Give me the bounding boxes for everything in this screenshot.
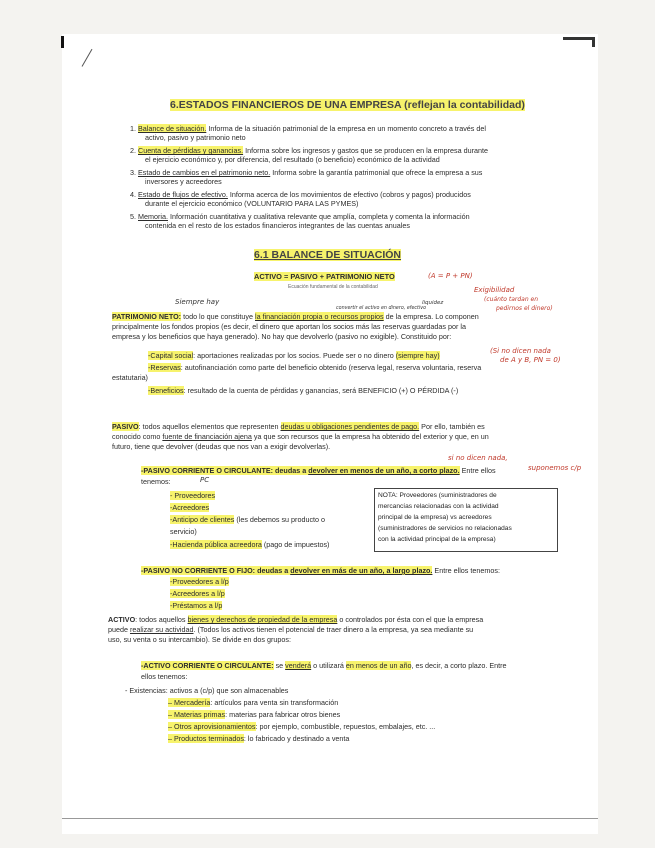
beneficios-item: -Beneficios: resultado de la cuenta de pérdidas y ganancias, será BENEFICIO (+) O PÉRDIDA (-) (148, 386, 459, 395)
reservas-item: -Reservas: autofinanciación como parte del beneficio obtenido (reserva legal, reserva voluntaria, reserva (148, 363, 482, 372)
handwritten-note: de A y B, PN = 0) (500, 356, 561, 364)
list-item-cont: inversores y acreedores (145, 177, 222, 186)
handwritten-note: liquidez (422, 300, 444, 306)
list-item: -Anticipo de clientes (les debemos su producto o (170, 515, 326, 524)
handwritten-note: suponemos c/p (528, 464, 582, 472)
page-bottom-border (62, 818, 598, 819)
list-item: -Préstamos a l/p (170, 601, 223, 610)
list-item-cont: el ejercicio económico y, por diferencia, del resultado (o beneficio) económico de la actividad (145, 155, 440, 164)
patrimonio-neto-line3: empresa y los beneficios que haya generado). No hay que devolverlo (pasivo no exigible). Constituido por: (112, 332, 452, 341)
activo-line2: puede realizar su actividad. (Todos los activos tienen el potencial de traer dinero a la empresa, ya sea mediante su (108, 625, 474, 634)
note-line: principal de la empresa) vs acreedores (378, 514, 492, 521)
pasivo-line2: conocido como fuente de financiación ajena ya que son recursos que la empresa ha obtenido del exterior y que, en un (112, 432, 489, 441)
list-item-cont: durante el ejercicio económico (VOLUNTARIO PARA LAS PYMES) (145, 199, 359, 208)
activo-line3: uso, su venta o su intercambio). Se divide en dos grupos: (108, 635, 291, 644)
note-line: (suministradores de servicios no relacionadas (378, 525, 512, 532)
activo-line1: ACTIVO: todos aquellos bienes y derechos de propiedad de la empresa o controlados por ésta con el que la empresa (108, 615, 484, 624)
equation-caption: Ecuación fundamental de la contabilidad (288, 284, 378, 290)
page-title-text: 6.ESTADOS FINANCIEROS DE UNA EMPRESA (reflejan la contabilidad) (170, 99, 525, 111)
reservas-item-cont: estatutaria) (112, 373, 148, 382)
existencias-line: - Existencias: activos a (c/p) que son almacenables (125, 686, 289, 695)
list-item: 3. Estado de cambios en el patrimonio neto. Informa sobre la garantía patrimonial que ofrece la empresa a sus (130, 168, 483, 177)
handwritten-note: convertir el activo en dinero, efectivo (336, 306, 427, 311)
handwritten-note: (A = P + PN) (428, 272, 473, 280)
handwritten-note: (cuánto tardan en (484, 296, 539, 303)
capital-social-item: -Capital social: aportaciones realizadas por los socios. Puede ser o no dinero (siempre hay) (148, 351, 440, 360)
note-line: NOTA: Proveedores (suministradores de (378, 492, 497, 499)
handwritten-note: si no dicen nada, (448, 454, 508, 462)
list-item: -Hacienda pública acreedora (pago de impuestos) (170, 540, 330, 549)
list-item: 4. Estado de flujos de efectivo. Informa acerca de los movimientos de efectivo (cobros y pagos) producidos (130, 190, 471, 199)
pasivo-line1: PASIVO: todos aquellos elementos que representen deudas u obligaciones pendientes de pago. Por ello, también es (112, 422, 485, 431)
handwritten-note: Siempre hay (175, 298, 220, 306)
page-title (170, 101, 525, 110)
list-item: – Mercadería: artículos para venta sin transformación (168, 698, 339, 707)
list-item: -Acreedores (170, 503, 210, 512)
list-item: 5. Memoria. Información cuantitativa y cualitativa relevante que amplía, completa y comenta la información (130, 212, 470, 221)
handwritten-note: pedirnos el dinero) (496, 305, 553, 312)
handwritten-note: PC (200, 476, 210, 484)
list-item: – Otros aprovisionamientos: por ejemplo, combustible, repuestos, embalajes, etc. ... (168, 722, 436, 731)
note-line: con la actividad principal de la empresa) (378, 536, 496, 543)
list-item: -Acreedores a l/p (170, 589, 225, 598)
pasivo-no-corriente-heading: -PASIVO NO CORRIENTE O FIJO: deudas a devolver en más de un año, a largo plazo. Entre ellos tenemos: (141, 566, 500, 575)
handwritten-note: Exigibilidad (474, 286, 515, 294)
scan-corner-mark (592, 37, 595, 47)
pasivo-corriente-tenemos: tenemos: (141, 477, 171, 486)
patrimonio-neto-line2: principalmente los fondos propios (es decir, el dinero que aportan los socios más las reservas guardadas por la (112, 322, 466, 331)
scan-corner-mark (563, 37, 595, 40)
activo-corriente-cont: ellos tenemos: (141, 672, 188, 681)
pasivo-line3: futuro, tiene que devolver (deudas que nos van a exigir devolverlas). (112, 442, 331, 451)
list-item: – Productos terminados: lo fabricado y destinado a venta (168, 734, 350, 743)
handwritten-note: (Si no dicen nada (490, 347, 551, 355)
list-item: -Proveedores a l/p (170, 577, 229, 586)
list-item: 1. Balance de situación. Informa de la situación patrimonial de la empresa en un momento concreto a través del (130, 124, 486, 133)
pasivo-corriente-heading: -PASIVO CORRIENTE O CIRCULANTE: deudas a devolver en menos de un año, a corto plazo. Entre ellos (141, 466, 496, 475)
scan-corner-mark (61, 36, 64, 48)
list-item: 2. Cuenta de pérdidas y ganancias. Informa sobre los ingresos y gastos que se producen en la empresa durante (130, 146, 489, 155)
accounting-equation: ACTIVO = PASIVO + PATRIMONIO NETO (254, 272, 395, 281)
list-item: - Proveedores (170, 491, 216, 500)
activo-corriente-heading: -ACTIVO CORRIENTE O CIRCULANTE: se venderá o utilizará en menos de un año, es decir, a corto plazo. Entre (141, 661, 507, 670)
list-item-cont: activo, pasivo y patrimonio neto (145, 133, 246, 142)
patrimonio-neto-line1: PATRIMONIO NETO: todo lo que constituye la financiación propia o recursos propios de la empresa. Lo componen (112, 312, 479, 321)
section-title: 6.1 BALANCE DE SITUACIÓN (254, 249, 402, 261)
list-item-cont: contenida en el resto de los estados financieros integrantes de las cuentas anuales (145, 221, 410, 230)
list-item-cont: servicio) (170, 527, 197, 536)
list-item: – Materias primas: materias para fabricar otros bienes (168, 710, 341, 719)
note-line: mercancías relacionadas con la actividad (378, 503, 499, 510)
